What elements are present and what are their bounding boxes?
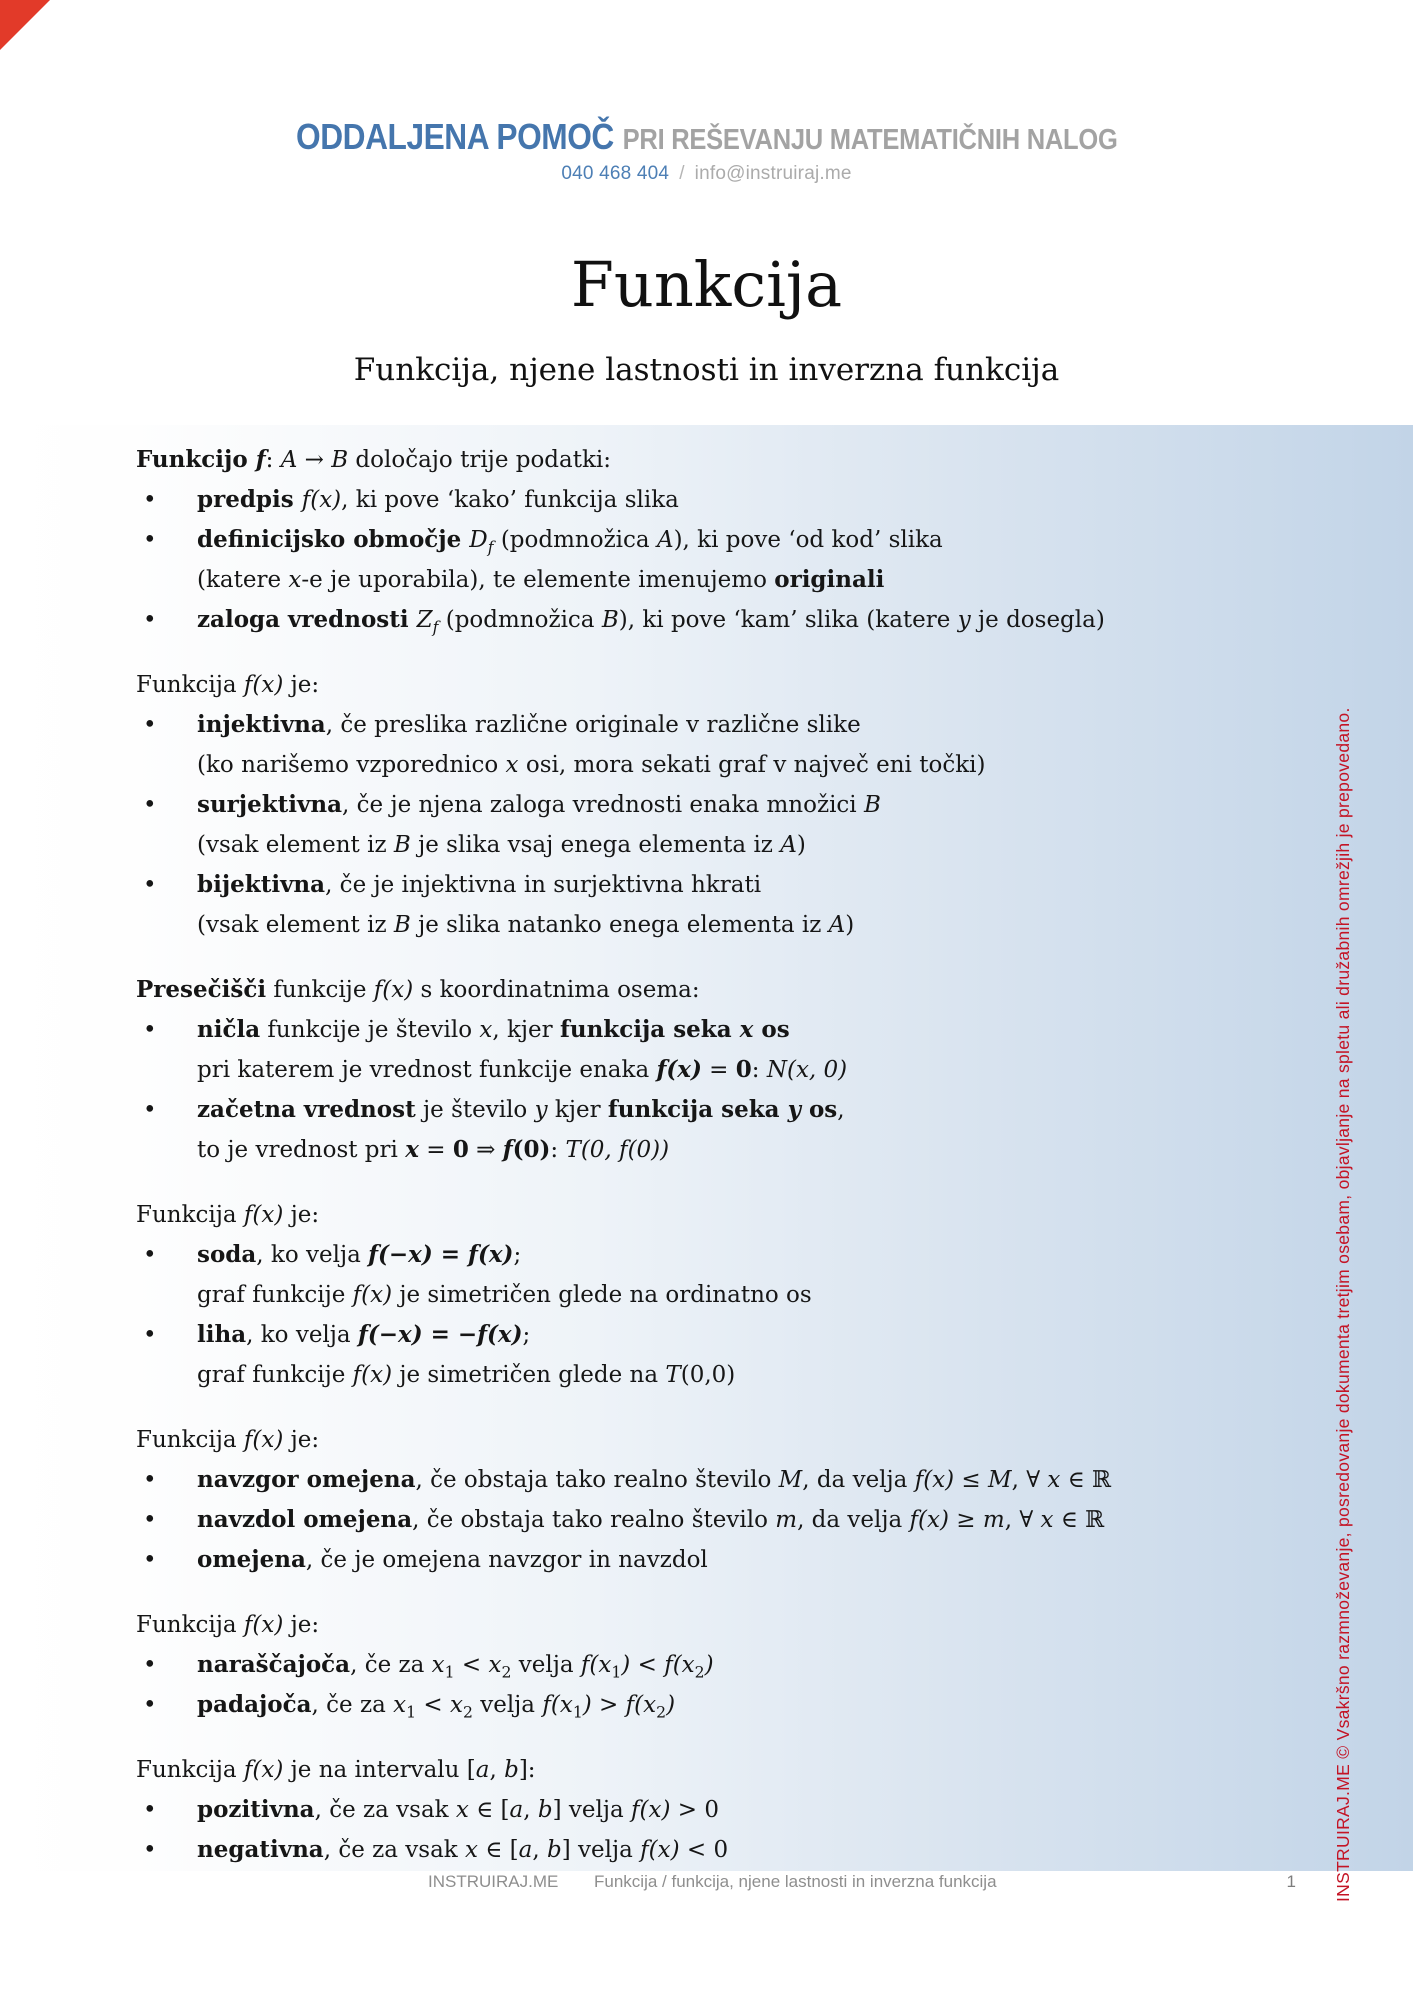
text-segment: ∈ [ bbox=[468, 1797, 510, 1823]
text-segment: , kjer bbox=[492, 1017, 560, 1043]
text-segment: f(x) bbox=[631, 1797, 671, 1823]
bullet-item bbox=[136, 520, 1176, 600]
text-segment: navzgor omejena bbox=[197, 1466, 416, 1493]
paragraph-heading bbox=[136, 1605, 1176, 1645]
text-segment: (vsak element iz bbox=[197, 832, 394, 858]
bullet-text bbox=[197, 1645, 1176, 1685]
text-line bbox=[197, 1790, 1176, 1830]
text-segment: ), ki pove ‘od kod’ slika bbox=[673, 527, 943, 553]
text-line bbox=[197, 1830, 1176, 1870]
text-segment: začetna vrednost bbox=[197, 1096, 416, 1123]
text-segment: 2 bbox=[501, 1662, 512, 1682]
text-segment: (podmnožica bbox=[438, 607, 602, 633]
text-segment: M bbox=[988, 1467, 1012, 1493]
text-segment: x bbox=[431, 1652, 445, 1678]
text-line bbox=[197, 865, 1176, 905]
content-block bbox=[136, 440, 1176, 640]
text-segment: 1 bbox=[444, 1662, 455, 1682]
text-segment: < bbox=[416, 1692, 450, 1718]
text-segment: f(x bbox=[625, 1692, 657, 1718]
text-segment: ničla bbox=[197, 1016, 261, 1043]
bullet-text bbox=[197, 1090, 1176, 1170]
text-segment: f(x) bbox=[243, 672, 284, 698]
text-segment: N(x, 0) bbox=[766, 1057, 848, 1083]
text-segment: y bbox=[534, 1097, 548, 1123]
content-block bbox=[136, 665, 1176, 945]
text-segment: ∈ ℝ bbox=[1053, 1507, 1105, 1533]
text-segment: , če je omejena navzgor in navzdol bbox=[305, 1547, 708, 1573]
bullet-item bbox=[136, 480, 1176, 520]
text-segment: f(x bbox=[580, 1652, 612, 1678]
text-segment: os bbox=[800, 1096, 838, 1123]
text-line bbox=[197, 745, 1176, 785]
text-segment: , če za bbox=[311, 1692, 394, 1718]
text-segment: velja bbox=[472, 1692, 543, 1718]
text-segment: ∈ ℝ bbox=[1060, 1467, 1112, 1493]
text-segment: to je vrednost pri bbox=[197, 1137, 406, 1163]
text-segment: ), ki pove ‘kam’ slika (katere bbox=[618, 607, 958, 633]
text-segment: je: bbox=[283, 1612, 320, 1638]
copyright-note: INSTRUIRAJ.ME © Vsakršno razmnoževanje, posredovanje dokumenta tretjim osebam, objavljanje na spletu ali družabnih omrežjih je prepovedano. bbox=[1333, 707, 1353, 1902]
bullet-text bbox=[197, 1460, 1176, 1500]
text-segment: y bbox=[957, 607, 971, 633]
text-segment: ∈ [ bbox=[478, 1837, 519, 1863]
text-segment: naraščajoča bbox=[197, 1651, 351, 1678]
text-segment: , bbox=[837, 1097, 845, 1123]
text-segment: , ko velja bbox=[256, 1242, 369, 1268]
text-segment: (ko narišemo vzporednico bbox=[197, 752, 506, 778]
text-segment: je simetričen glede na ordinatno os bbox=[392, 1282, 812, 1308]
brand-line bbox=[296, 116, 1118, 158]
text-segment: funkcije je število bbox=[260, 1017, 480, 1043]
content-block bbox=[136, 1195, 1176, 1395]
text-segment: , če preslika različne originale v različne slike bbox=[325, 712, 861, 738]
text-segment: ] velja bbox=[561, 1837, 641, 1863]
bullet-icon: • bbox=[143, 1507, 157, 1533]
bullet-icon: • bbox=[143, 1692, 157, 1718]
text-segment: f(x) bbox=[909, 1507, 949, 1533]
text-segment: je na intervalu [ bbox=[283, 1757, 476, 1783]
text-segment: , če za vsak bbox=[323, 1837, 466, 1863]
bullet-text bbox=[197, 1235, 1176, 1315]
text-segment: T(0, f(0)) bbox=[565, 1137, 670, 1163]
text-segment: je število bbox=[415, 1097, 535, 1123]
content-block bbox=[136, 1750, 1176, 1870]
text-segment: 1 bbox=[406, 1702, 417, 1722]
text-line bbox=[197, 1010, 1176, 1050]
text-segment: negativna bbox=[197, 1836, 324, 1863]
text-segment: določajo trije podatki: bbox=[348, 447, 612, 473]
text-line bbox=[197, 1275, 1176, 1315]
bullet-text bbox=[197, 1500, 1176, 1540]
text-segment: Funkcija bbox=[136, 1202, 244, 1228]
bullet-icon: • bbox=[143, 1652, 157, 1678]
bullet-text bbox=[197, 1315, 1176, 1395]
email-address: info@instruiraj.me bbox=[694, 163, 852, 184]
text-segment: , bbox=[532, 1837, 547, 1863]
text-segment: Funkcija bbox=[136, 1427, 244, 1453]
text-segment: 2 bbox=[656, 1702, 667, 1722]
text-segment: ≥ bbox=[948, 1507, 983, 1533]
text-segment: 2 bbox=[694, 1662, 705, 1682]
text-segment: ) bbox=[704, 1652, 714, 1678]
bullet-text bbox=[197, 1540, 1176, 1580]
bullet-icon: • bbox=[143, 1837, 157, 1863]
text-segment: A bbox=[828, 912, 846, 938]
text-segment: f(x) bbox=[243, 1757, 284, 1783]
text-segment: b bbox=[546, 1837, 562, 1863]
text-segment: , če obstaja tako realno število bbox=[415, 1467, 779, 1493]
text-segment: velja bbox=[511, 1652, 581, 1678]
bullet-item bbox=[136, 1685, 1176, 1725]
text-segment: -e je uporabila), te elemente imenujemo bbox=[301, 567, 775, 593]
text-segment: Funkcija bbox=[136, 672, 244, 698]
text-segment: (0,0) bbox=[680, 1362, 736, 1388]
text-segment: x bbox=[455, 1797, 469, 1823]
text-segment: < 0 bbox=[679, 1837, 729, 1863]
text-segment: f(x) bbox=[243, 1427, 284, 1453]
text-segment: liha bbox=[197, 1321, 247, 1348]
text-line bbox=[197, 600, 1176, 640]
paragraph-heading bbox=[136, 970, 1176, 1010]
text-segment: A bbox=[280, 447, 298, 473]
text-segment: injektivna bbox=[197, 711, 326, 738]
text-segment: predpis bbox=[197, 486, 302, 513]
text-segment: s koordinatnima osema: bbox=[413, 977, 700, 1003]
text-segment: je simetričen glede na bbox=[392, 1362, 666, 1388]
text-segment: je: bbox=[283, 1427, 320, 1453]
text-segment: x bbox=[449, 1692, 463, 1718]
bullet-icon: • bbox=[143, 1097, 157, 1123]
text-segment: zaloga vrednosti bbox=[197, 606, 417, 633]
text-segment: B bbox=[331, 447, 349, 473]
text-segment: f bbox=[502, 1136, 513, 1163]
text-segment: f(−x) = f(x) bbox=[368, 1241, 514, 1268]
text-segment: (vsak element iz bbox=[197, 912, 394, 938]
text-segment: , da velja bbox=[797, 1507, 910, 1533]
content-block bbox=[136, 970, 1176, 1170]
bullet-item bbox=[136, 1235, 1176, 1315]
text-segment: graf funkcije bbox=[197, 1282, 353, 1308]
text-segment: , da velja bbox=[802, 1467, 915, 1493]
text-segment: f(x) bbox=[301, 487, 342, 513]
text-line bbox=[197, 1235, 1176, 1275]
text-segment: → bbox=[297, 447, 332, 473]
text-segment: > bbox=[591, 1692, 626, 1718]
document-body bbox=[136, 440, 1176, 1895]
bullet-icon: • bbox=[143, 527, 157, 553]
bullet-icon: • bbox=[143, 1467, 157, 1493]
text-segment: je slika vsaj enega elementa iz bbox=[410, 832, 781, 858]
text-segment: Presečišči bbox=[136, 976, 267, 1003]
text-segment: , če za bbox=[350, 1652, 432, 1678]
text-segment: x bbox=[288, 567, 302, 593]
text-segment: a bbox=[509, 1797, 524, 1823]
text-segment: , če je njena zaloga vrednosti enaka množici bbox=[342, 792, 864, 818]
text-segment: osi, mora sekati graf v največ eni točki) bbox=[518, 752, 986, 778]
text-segment: f bbox=[487, 537, 494, 557]
text-segment: bijektivna bbox=[197, 871, 326, 898]
bullet-item bbox=[136, 600, 1176, 640]
text-line bbox=[197, 905, 1176, 945]
text-line bbox=[197, 1315, 1176, 1355]
text-segment: f bbox=[432, 617, 439, 637]
bullet-item bbox=[136, 1790, 1176, 1830]
text-segment: (0) bbox=[512, 1136, 551, 1163]
text-segment: graf funkcije bbox=[197, 1362, 353, 1388]
text-segment: x bbox=[739, 1016, 754, 1043]
bullet-item bbox=[136, 1645, 1176, 1685]
text-line bbox=[197, 705, 1176, 745]
text-line bbox=[197, 785, 1176, 825]
text-segment: : bbox=[550, 1137, 566, 1163]
text-segment: ≤ bbox=[954, 1467, 989, 1493]
text-segment: ) bbox=[621, 1652, 631, 1678]
bullet-icon: • bbox=[143, 487, 157, 513]
bullet-item bbox=[136, 865, 1176, 945]
text-segment: , ko velja bbox=[246, 1322, 358, 1348]
bullet-icon: • bbox=[143, 1017, 157, 1043]
text-segment: x bbox=[505, 752, 519, 778]
text-segment: 0 bbox=[452, 1136, 469, 1163]
header bbox=[0, 116, 1413, 185]
text-segment: A bbox=[780, 832, 797, 858]
bullet-text bbox=[197, 785, 1176, 865]
text-segment: B bbox=[601, 607, 619, 633]
text-line bbox=[197, 520, 1176, 560]
text-segment: f(x) bbox=[243, 1202, 284, 1228]
text-segment: pri katerem je vrednost funkcije enaka bbox=[197, 1057, 657, 1083]
text-segment: funkcije bbox=[266, 977, 374, 1003]
text-segment: a bbox=[475, 1757, 490, 1783]
text-segment: y bbox=[787, 1096, 801, 1123]
corner-ribbon-icon bbox=[0, 0, 50, 50]
bullet-icon: • bbox=[143, 792, 157, 818]
text-segment: (podmnožica bbox=[493, 527, 657, 553]
bullet-text bbox=[197, 600, 1176, 640]
text-segment: : bbox=[265, 447, 281, 473]
bullet-text bbox=[197, 480, 1176, 520]
text-segment: ) bbox=[582, 1692, 592, 1718]
text-segment: < bbox=[630, 1652, 665, 1678]
page-title: Funkcija bbox=[570, 248, 843, 321]
text-line bbox=[197, 1460, 1176, 1500]
text-segment: A bbox=[656, 527, 674, 553]
page-subtitle: Funkcija, njene lastnosti in inverzna funkcija bbox=[353, 352, 1060, 388]
bullet-icon: • bbox=[143, 872, 157, 898]
text-segment: ]: bbox=[518, 1757, 536, 1783]
text-segment: ⇒ bbox=[468, 1137, 503, 1163]
text-segment: , če je injektivna in surjektivna hkrati bbox=[325, 872, 762, 898]
text-segment: f(x) bbox=[373, 977, 414, 1003]
bullet-item bbox=[136, 1500, 1176, 1540]
text-segment: ) bbox=[666, 1692, 676, 1718]
text-segment: = bbox=[701, 1057, 736, 1083]
footer-site-label: INSTRUIRAJ.ME bbox=[428, 1872, 559, 1891]
text-segment: navzdol omejena bbox=[197, 1506, 413, 1533]
text-segment: omejena bbox=[197, 1546, 306, 1573]
text-segment: 1 bbox=[611, 1662, 622, 1682]
text-segment: 1 bbox=[572, 1702, 583, 1722]
text-line bbox=[197, 1050, 1176, 1090]
bullet-icon: • bbox=[143, 1242, 157, 1268]
text-segment: funkcija seka bbox=[607, 1096, 788, 1123]
bullet-item bbox=[136, 785, 1176, 865]
text-segment: f(x) bbox=[243, 1612, 284, 1638]
text-line bbox=[197, 1645, 1176, 1685]
text-segment: x bbox=[465, 1837, 479, 1863]
text-segment: x bbox=[488, 1652, 502, 1678]
text-segment: f(x bbox=[542, 1692, 573, 1718]
text-segment: definicijsko območje bbox=[197, 526, 470, 553]
text-segment: a bbox=[518, 1837, 533, 1863]
bullet-item bbox=[136, 1830, 1176, 1870]
footer-page-number: 1 bbox=[1286, 1872, 1296, 1891]
text-segment: surjektivna bbox=[197, 791, 343, 818]
bullet-item bbox=[136, 1090, 1176, 1170]
bullet-icon: • bbox=[143, 1797, 157, 1823]
paragraph-heading bbox=[136, 1420, 1176, 1460]
text-segment: x bbox=[1047, 1467, 1061, 1493]
bullet-item bbox=[136, 1315, 1176, 1395]
bullet-text bbox=[197, 520, 1176, 600]
bullet-text bbox=[197, 865, 1176, 945]
phone-number: 040 468 404 bbox=[561, 163, 670, 184]
text-segment: (katere bbox=[197, 567, 289, 593]
bullet-item bbox=[136, 1460, 1176, 1500]
text-segment: f(x) bbox=[352, 1282, 393, 1308]
text-segment: , bbox=[523, 1797, 538, 1823]
text-segment: , če obstaja tako realno število bbox=[412, 1507, 776, 1533]
text-segment: B bbox=[393, 832, 411, 858]
text-segment: soda bbox=[197, 1241, 257, 1268]
text-segment: B bbox=[863, 792, 881, 818]
bullet-text bbox=[197, 1790, 1176, 1830]
text-segment: funkcija seka bbox=[559, 1016, 740, 1043]
text-segment: f(x) bbox=[352, 1362, 393, 1388]
bullet-icon: • bbox=[143, 1322, 157, 1348]
contact-separator: / bbox=[679, 163, 685, 184]
bullet-text bbox=[197, 1830, 1176, 1870]
paragraph-heading bbox=[136, 1750, 1176, 1790]
text-line bbox=[197, 1130, 1176, 1170]
brand-name: ODDALJENA POMOČ bbox=[295, 116, 614, 157]
contact-line bbox=[0, 163, 1413, 185]
text-segment: Funkcija bbox=[136, 1757, 244, 1783]
text-segment: x bbox=[479, 1017, 493, 1043]
paragraph-heading bbox=[136, 665, 1176, 705]
bullet-item bbox=[136, 1540, 1176, 1580]
bullet-icon: • bbox=[143, 1547, 157, 1573]
text-segment: ) bbox=[796, 832, 806, 858]
text-segment: f(x bbox=[664, 1652, 695, 1678]
text-segment: D bbox=[469, 527, 488, 553]
text-segment: ; bbox=[513, 1242, 522, 1268]
text-segment: je slika natanko enega elementa iz bbox=[410, 912, 829, 938]
text-segment: x bbox=[405, 1136, 419, 1163]
text-segment: 2 bbox=[462, 1702, 473, 1722]
text-segment: ) bbox=[845, 912, 855, 938]
paragraph-heading bbox=[136, 440, 1176, 480]
bullet-text bbox=[197, 1010, 1176, 1090]
content-block bbox=[136, 1420, 1176, 1580]
text-segment: m bbox=[775, 1507, 798, 1533]
text-segment: T bbox=[665, 1362, 681, 1388]
text-segment: f(x) bbox=[640, 1837, 680, 1863]
text-segment: kjer bbox=[547, 1097, 608, 1123]
bullet-item bbox=[136, 705, 1176, 785]
bullet-icon: • bbox=[143, 607, 157, 633]
text-segment: padajoča bbox=[197, 1691, 312, 1718]
text-segment: f(−x) = −f(x) bbox=[357, 1321, 523, 1348]
text-segment: : bbox=[751, 1057, 767, 1083]
text-segment: Funkcijo bbox=[136, 446, 256, 473]
bullet-icon: • bbox=[143, 712, 157, 738]
paragraph-heading bbox=[136, 1195, 1176, 1235]
text-segment: > 0 bbox=[670, 1797, 719, 1823]
text-segment: je dosegla) bbox=[970, 607, 1105, 633]
text-segment: b bbox=[537, 1797, 553, 1823]
bullet-text bbox=[197, 705, 1176, 785]
text-segment: , če za vsak bbox=[314, 1797, 456, 1823]
text-line bbox=[197, 1500, 1176, 1540]
content-block bbox=[136, 1605, 1176, 1725]
text-segment: f(x) bbox=[656, 1056, 702, 1083]
text-segment: je: bbox=[283, 1202, 320, 1228]
text-segment: = bbox=[418, 1137, 453, 1163]
text-segment: < bbox=[454, 1652, 489, 1678]
text-segment: , ∀ bbox=[1011, 1467, 1048, 1493]
text-segment: 0 bbox=[735, 1056, 752, 1083]
text-segment: B bbox=[393, 912, 411, 938]
text-line bbox=[197, 825, 1176, 865]
bullet-item bbox=[136, 1010, 1176, 1090]
bullet-text bbox=[197, 1685, 1176, 1725]
text-segment: , bbox=[489, 1757, 505, 1783]
text-segment: je: bbox=[283, 672, 320, 698]
text-line bbox=[197, 1090, 1176, 1130]
text-segment: ] velja bbox=[552, 1797, 631, 1823]
text-segment: x bbox=[393, 1692, 407, 1718]
text-segment: b bbox=[504, 1757, 519, 1783]
text-segment: x bbox=[1040, 1507, 1054, 1533]
text-line bbox=[197, 1355, 1176, 1395]
text-segment: Funkcija bbox=[136, 1612, 244, 1638]
text-segment: f(x) bbox=[914, 1467, 955, 1493]
text-segment: f bbox=[255, 446, 266, 473]
text-segment: ; bbox=[522, 1322, 531, 1348]
text-segment: os bbox=[753, 1016, 790, 1043]
text-segment: M bbox=[778, 1467, 803, 1493]
text-segment: , ki pove ‘kako’ funkcija slika bbox=[341, 487, 679, 513]
brand-tagline: PRI REŠEVANJU MATEMATIČNIH NALOG bbox=[622, 124, 1118, 156]
text-line bbox=[197, 480, 1176, 520]
footer-document-title: Funkcija / funkcija, njene lastnosti in inverzna funkcija bbox=[594, 1872, 997, 1891]
text-segment: m bbox=[982, 1507, 1005, 1533]
text-line bbox=[197, 1540, 1176, 1580]
text-segment: Z bbox=[416, 607, 433, 633]
footer bbox=[0, 1872, 1413, 1902]
text-line bbox=[197, 560, 1176, 600]
text-segment: pozitivna bbox=[197, 1796, 315, 1823]
text-segment: , ∀ bbox=[1004, 1507, 1041, 1533]
text-segment: originali bbox=[774, 566, 885, 593]
text-line bbox=[197, 1685, 1176, 1725]
